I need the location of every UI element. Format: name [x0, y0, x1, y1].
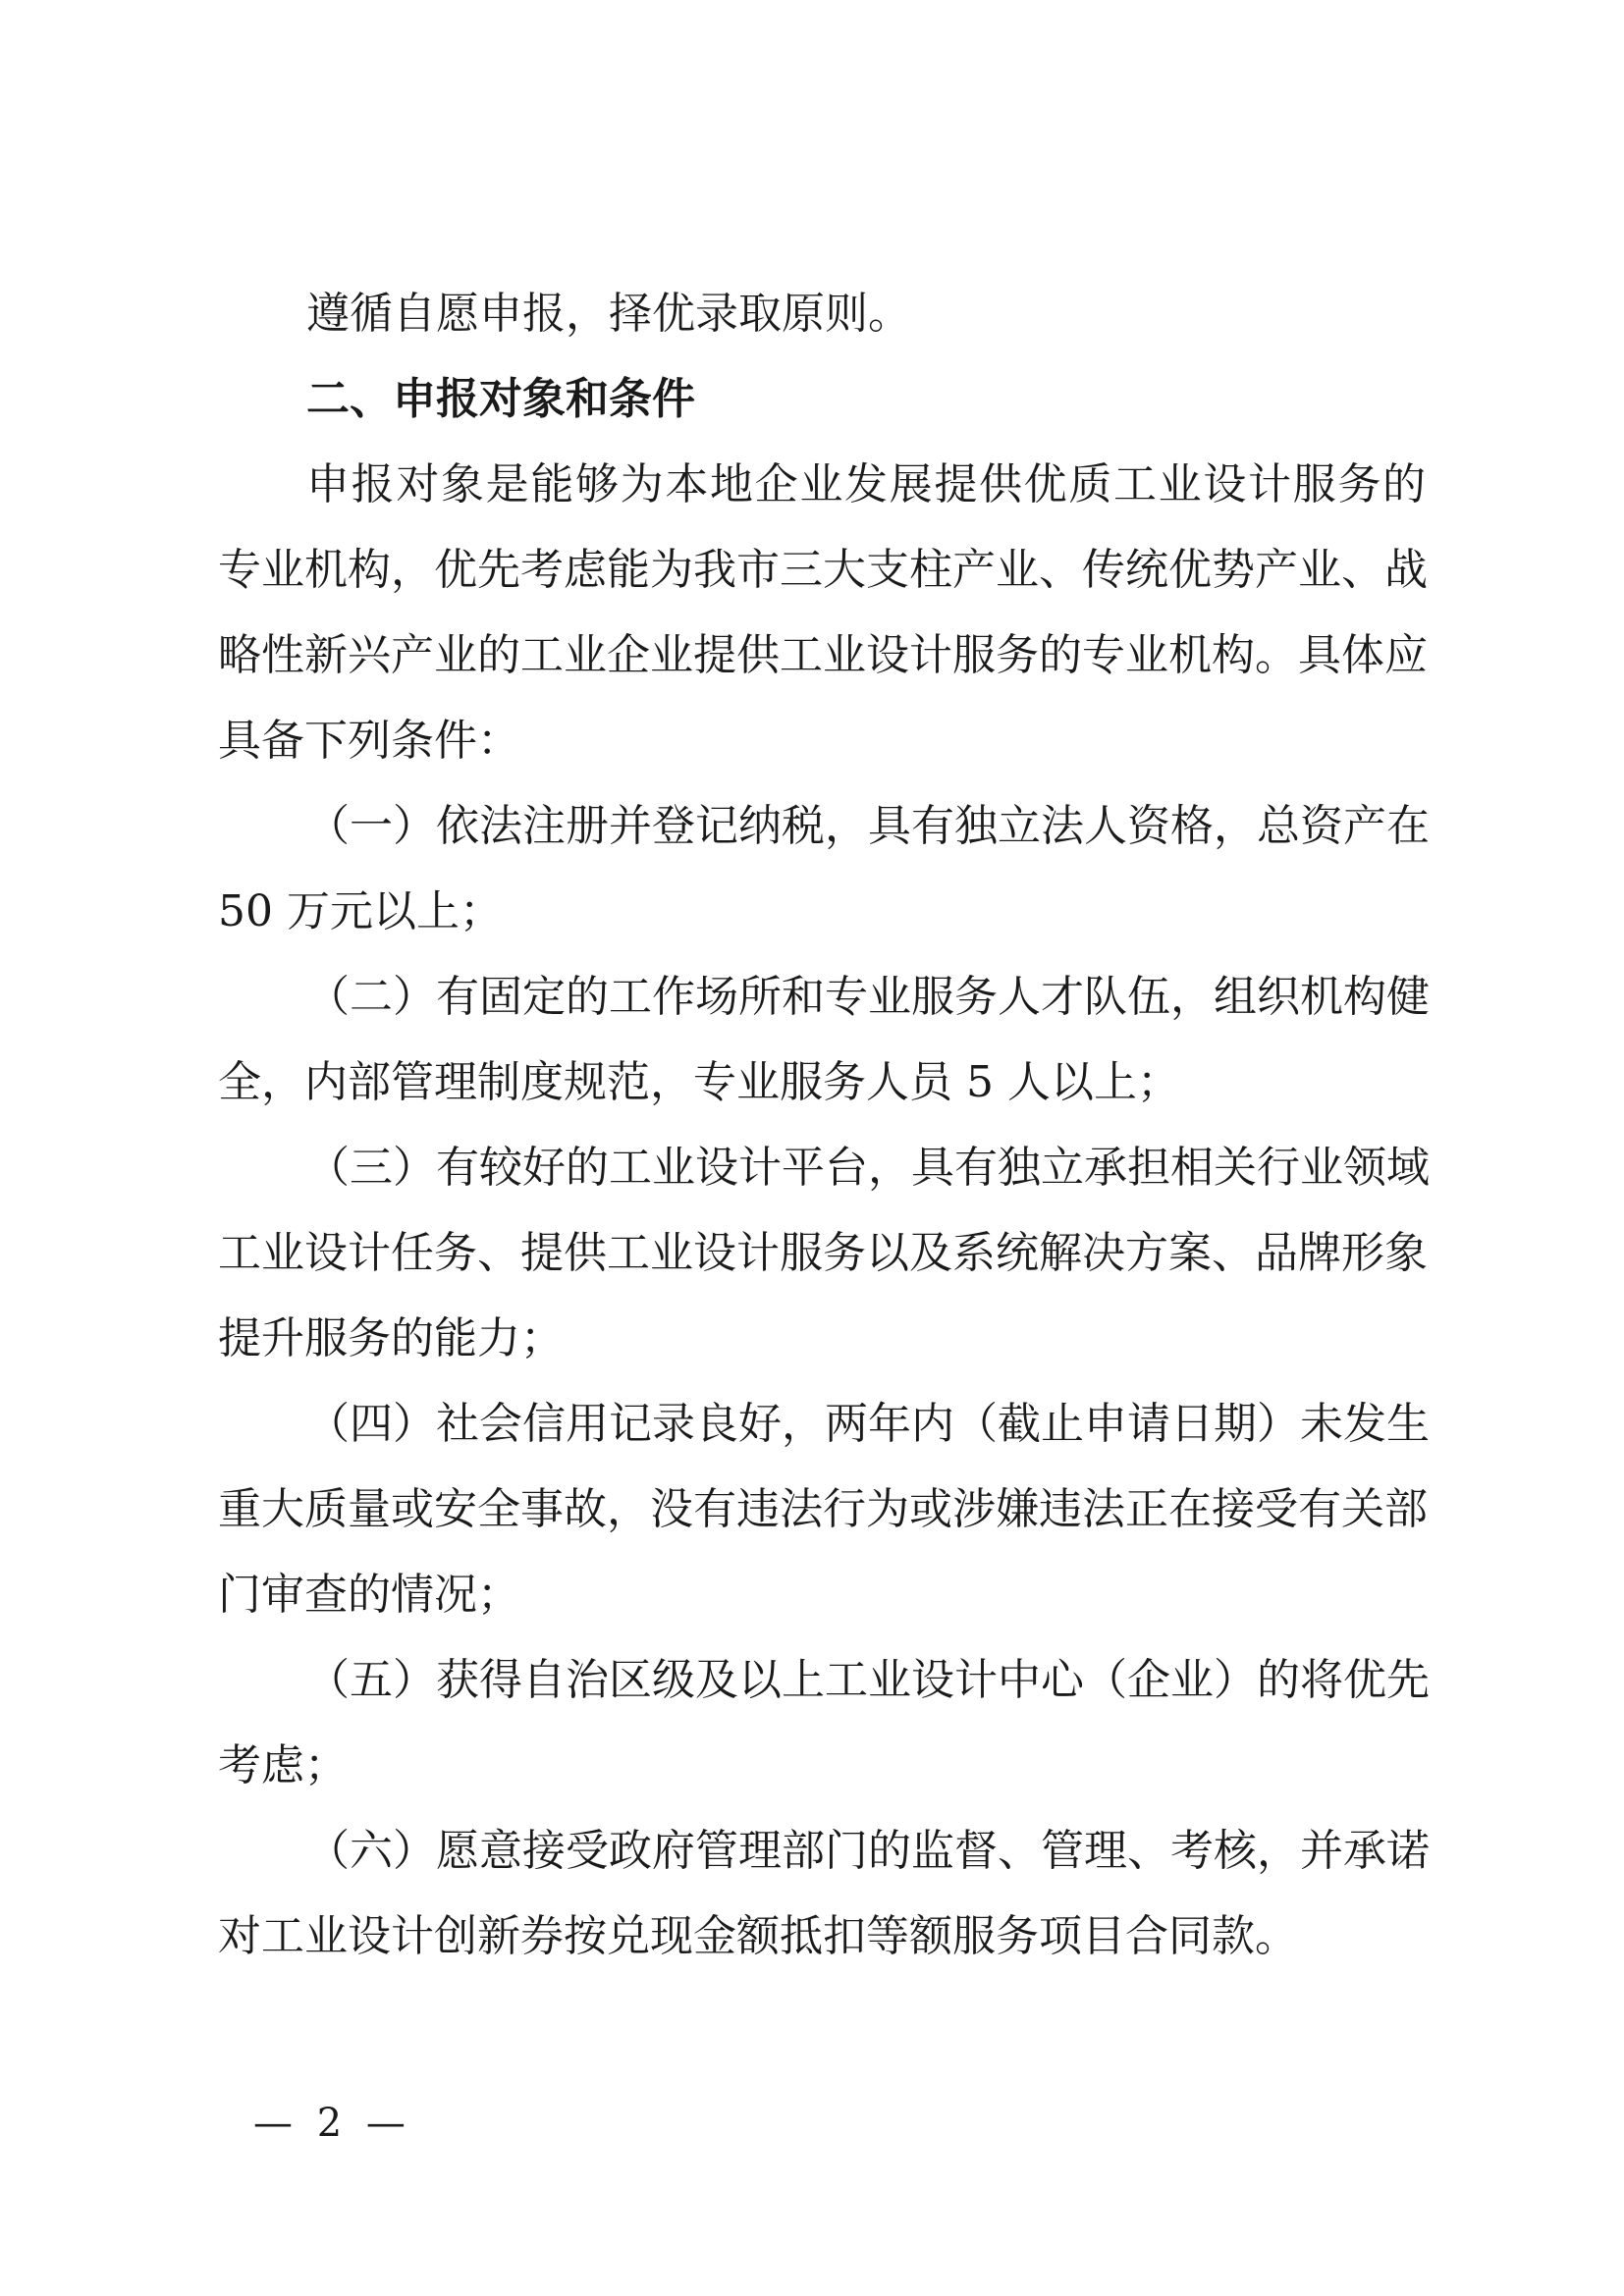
paragraph-line: 全，内部管理制度规范，专业服务人员 5 人以上；: [218, 1057, 1180, 1107]
paragraph-line: 门审查的情况；: [218, 1570, 520, 1620]
paragraph-line: 具备下列条件：: [218, 716, 520, 766]
paragraph-line: 略性新兴产业的工业企业提供工业设计服务的专业机构。具体应: [218, 630, 1428, 680]
paragraph-line: 重大质量或安全事故，没有违法行为或涉嫌违法正在接受有关部: [218, 1484, 1428, 1534]
paragraph-line: 对工业设计创新券按兑现金额抵扣等额服务项目合同款。: [218, 1911, 1298, 1961]
paragraph-line: （六）愿意接受政府管理部门的监督、管理、考核，并承诺: [306, 1826, 1430, 1876]
paragraph-line: 专业机构，优先考虑能为我市三大支柱产业、传统优势产业、战: [218, 545, 1428, 595]
paragraph-line: 工业设计任务、提供工业设计服务以及系统解决方案、品牌形象: [218, 1228, 1428, 1278]
paragraph-line: （一）依法注册并登记纳税，具有独立法人资格，总资产在: [306, 801, 1430, 851]
paragraph-line: 申报对象是能够为本地企业发展提供优质工业设计服务的: [306, 459, 1426, 509]
paragraph-line: （三）有较好的工业设计平台，具有独立承担相关行业领域: [306, 1143, 1430, 1193]
paragraph-line: 考虑；: [218, 1740, 348, 1790]
paragraph-line: （五）获得自治区级及以上工业设计中心（企业）的将优先: [306, 1655, 1430, 1705]
paragraph-line: （四）社会信用记录良好，两年内（截止申请日期）未发生: [306, 1399, 1430, 1449]
paragraph-line: 50 万元以上；: [218, 886, 503, 936]
paragraph-line: 提升服务的能力；: [218, 1313, 564, 1363]
paragraph-line: 遵循自愿申报，择优录取原则。: [306, 289, 911, 339]
paragraph-line: （二）有固定的工作场所和专业服务人才队伍，组织机构健: [306, 972, 1430, 1022]
section-heading: 二、申报对象和条件: [306, 374, 695, 424]
page-number: — 2 —: [253, 2101, 411, 2146]
